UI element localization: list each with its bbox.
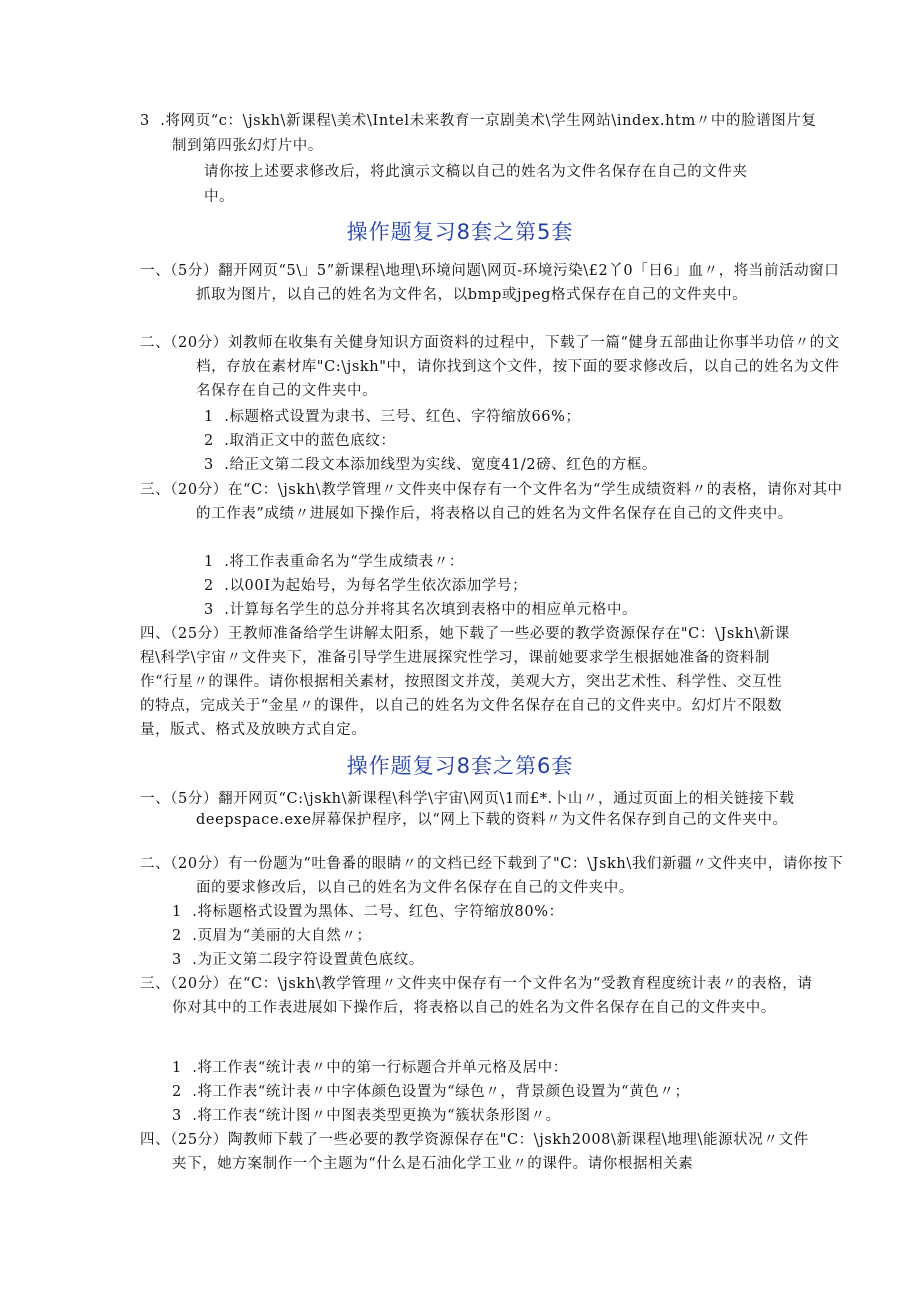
set5-heading: 操作题复习8套之第5套: [346, 220, 574, 244]
set5-q2-item-1: 1 .标题格式设置为隶书、三号、红色、字符缩放66%；: [204, 409, 581, 425]
top-note: 请你按上述要求修改后，将此演示文稿以自己的姓名为文件名保存在自己的文件夹中。: [204, 164, 748, 205]
set5-q2-item-3: 3 .给正文第二段文本添加线型为实线、宽度41/2磅、红色的方框。: [204, 457, 658, 473]
set6-question-1: 一、（5分）翻开网页“C:\jskh\新课程\科学\宇宙\网页\1而£*.卜山〃，通过页面上的相关链接下载deepspace.exe屏幕保护程序，以“网上下载的资料〃为文件名保存到自己的文件夹中。: [140, 791, 795, 828]
set5-question-1: 一、（5分）翻开网页“5\」5”新课程\地理\环境问题\网页-环境污染\£2丫0「日6」血〃，将当前活动窗口抓取为图片，以自己的姓名为文件名，以bmp或jpeg格式保存在自己的文件夹中。: [140, 263, 840, 303]
set6-question-2: 二、（20分）有一份题为“吐鲁番的眼睛〃的文档已经下载到了"C：\Jskh\我们新疆〃文件夹中，请你按下面的要求修改后，以自己的姓名为文件名保存在自己的文件夹中。: [140, 856, 844, 896]
set6-q3-item-3: 3 .将工作表“统计图〃中图表类型更换为“簇状条形图〃。: [172, 1108, 561, 1124]
set5-q3-item-3: 3 .计算每名学生的总分并将其名次填到表格中的相应单元格中。: [204, 602, 638, 618]
set6-q3-item-1: 1 .将工作表“统计表〃中的第一行标题合并单元格及居中：: [172, 1060, 568, 1076]
set5-question-3: 三、（20分）在“C：\jskh\教学管理〃文件夹中保存有一个文件名为“学生成绩资料〃的表格，请你对其中的工作表”成绩〃进展如下操作后，将表格以自己的姓名为文件名保存在自己的文件夹中。: [140, 482, 843, 522]
set6-q2-item-3: 3 .为正文第二段字符设置黄色底纹。: [172, 952, 424, 968]
set5-q3-item-2: 2 .以00I为起始号，为每名学生依次添加学号；: [204, 578, 528, 594]
top-item-3: 3 .将网页“c：\jskh\新课程\美术\Intel未来教育一京剧美术\学生网站\index.htm〃中的脸谱图片复制到第四张幻灯片中。: [140, 113, 817, 154]
set5-question-2: 二、（20分）刘教师在收集有关健身知识方面资料的过程中，下载了一篇“健身五部曲让你事半功倍〃的文档，存放在素材库"C:\jskh"中，请你找到这个文件，按下面的要求修改后，以自己的姓名为文件名保存在自己的文件夹中。: [140, 335, 840, 399]
set6-question-3: 三、（20分）在“C：\jskh\教学管理〃文件夹中保存有一个文件名为“受教育程度统计表〃的表格，请你对其中的工作表进展如下操作后，将表格以自己的姓名为文件名保存在自己的文件夹中。: [140, 976, 813, 1016]
set5-q2-item-2: 2 .取消正文中的蓝色底纹：: [204, 433, 396, 449]
set6-q2-item-2: 2 .页眉为“美丽的大自然〃；: [172, 928, 372, 944]
set6-heading: 操作题复习8套之第6套: [346, 754, 574, 778]
set5-q3-item-1: 1 .将工作表重命名为“学生成绩表〃：: [204, 554, 464, 570]
set6-q2-item-1: 1 .将标题格式设置为黑体、二号、红色、字符缩放80%：: [172, 904, 564, 920]
set5-question-4: 四、（25分）王教师准备给学生讲解太阳系，她下载了一些必要的教学资源保存在"C：\Jskh\新课程\科学\宇宙〃文件夹下，准备引导学生进展探究性学习，课前她要求学生根据她准备的资料制作“行星〃的课件。请你根据相关素材，按照图文并茂，美观大方，突出艺术性、科学性、交互性的特点，完成关于“金星〃的课件，以自己的姓名为文件名保存在自己的文件夹中。幻灯片不限数量，版式、格式及放映方式自定。: [140, 626, 790, 738]
set6-question-4: 四、（25分）陶教师下载了一些必要的教学资源保存在"C：\jskh2008\新课程\地理\能源状况〃文件夹下，她方案制作一个主题为“什么是石油化学工业〃的课件。请你根据相关素: [140, 1132, 809, 1172]
set6-q3-item-2: 2 .将工作表“统计表〃中字体颜色设置为“绿色〃，背景颜色设置为“黄色〃；: [172, 1084, 690, 1100]
